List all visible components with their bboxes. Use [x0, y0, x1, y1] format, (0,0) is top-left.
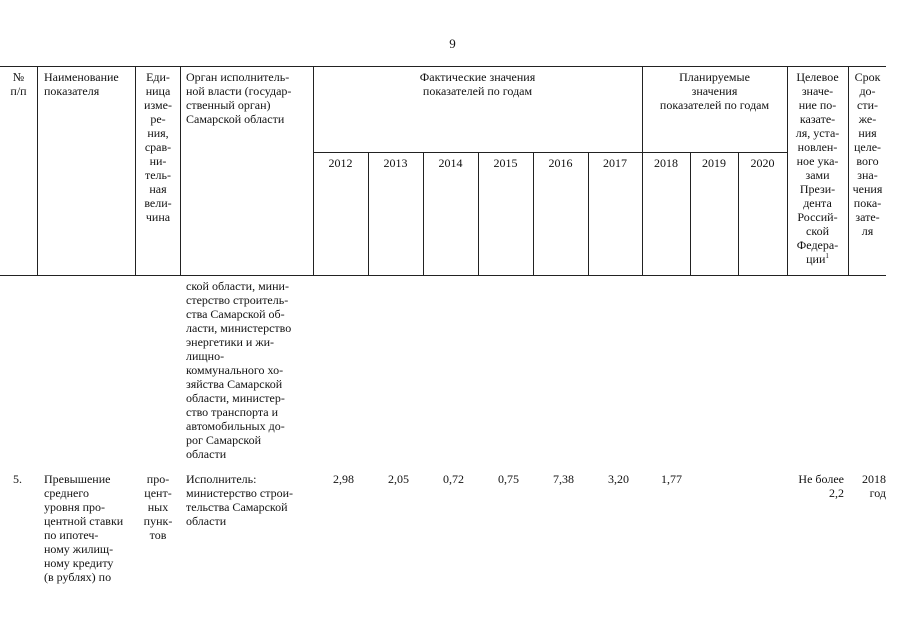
header-planned-values: Планируемые значения показателей по годам — [659, 70, 770, 112]
row-num: 5. — [13, 472, 22, 486]
value-2017: 3,20 — [608, 472, 629, 486]
page-number: 9 — [449, 36, 456, 51]
column-border — [690, 152, 691, 276]
header-authority: Орган исполнитель- ной власти (государ- ственный орган) Самарской области — [186, 70, 292, 126]
value-2012: 2,98 — [333, 472, 354, 486]
header-target-value — [787, 70, 848, 266]
column-border — [533, 152, 534, 276]
year-label: 2013 — [383, 156, 408, 170]
column-border — [423, 152, 424, 276]
year-label: 2020 — [750, 156, 775, 170]
header-actual-values: Фактические значения показателей по годам — [419, 70, 536, 98]
value-2015: 0,75 — [498, 472, 519, 486]
value-2014: 0,72 — [443, 472, 464, 486]
year-label: 2016 — [548, 156, 573, 170]
column-border — [37, 66, 38, 276]
header-deadline: Срок до- сти- же- ния целе- вого зна- чения пока- зате- ля — [852, 70, 883, 238]
header-num: № п/п — [10, 70, 27, 98]
header-bottom-border — [0, 275, 886, 276]
footnote-marker: 1 — [825, 252, 829, 260]
year-label: 2019 — [702, 156, 726, 170]
table-top-border — [0, 66, 886, 67]
column-border — [180, 66, 181, 276]
row-unit: про- цент- ных пунк- тов — [143, 472, 173, 542]
row-target-value: Не более 2,2 — [798, 472, 844, 500]
column-border — [368, 152, 369, 276]
value-2013: 2,05 — [388, 472, 409, 486]
header-unit: Еди- ница изме- ре- ния, срав- ни- тель- ная вели- чина — [144, 70, 172, 224]
continuation-authority-text: ской области, мини- стерство строитель- ства Самарской об- ласти, министерство энергетики и жи- лищно- коммунального хо- зяйства Самарской области, министер- ство транспорта и автомобильных до- рог Самарской области — [186, 279, 292, 461]
row-indicator-name: Превышение среднего уровня про- центной ставки по ипотеч- ному жилищ- ному кредиту (в рублях) по — [44, 472, 124, 584]
column-border — [588, 152, 589, 276]
header-indicator-name: Наименование показателя — [44, 70, 119, 98]
value-2018: 1,77 — [661, 472, 682, 486]
year-label: 2017 — [603, 156, 627, 170]
year-label: 2015 — [493, 156, 518, 170]
year-label: 2018 — [654, 156, 678, 170]
row-deadline: 2018 год — [862, 472, 886, 500]
column-border — [738, 152, 739, 276]
years-row-border — [313, 152, 788, 153]
year-label: 2012 — [328, 156, 353, 170]
header-target-text: Целевое значе- ние по- казате- ля, уста- новлен- ное ука- зами Прези- дента Россий- ской Федера- ции — [795, 70, 840, 266]
column-border — [478, 152, 479, 276]
row-authority: Исполнитель: министерство строи- тельства Самарской области — [186, 472, 294, 528]
year-label: 2014 — [438, 156, 463, 170]
value-2016: 7,38 — [553, 472, 574, 486]
